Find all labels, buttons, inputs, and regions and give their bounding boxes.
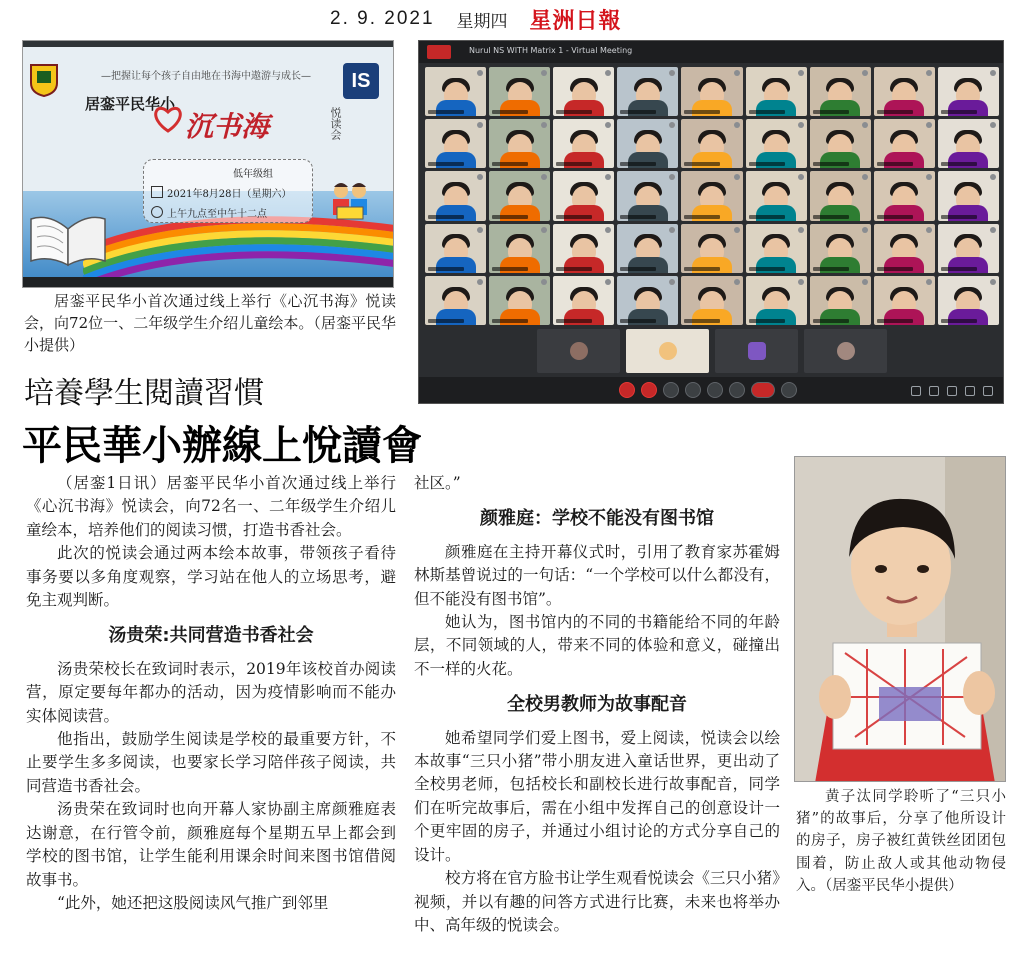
participant-name-label <box>877 162 913 166</box>
mic-status-icon <box>605 70 611 76</box>
mic-status-icon <box>734 70 740 76</box>
mic-status-icon <box>477 279 483 285</box>
mic-status-icon <box>734 122 740 128</box>
mic-status-icon <box>926 122 932 128</box>
mic-status-icon <box>990 279 996 285</box>
participant-name-label <box>813 215 849 219</box>
participant-tile <box>425 119 486 168</box>
participant-tile <box>874 276 935 325</box>
participant-name-label <box>556 110 592 114</box>
participant-name-label <box>749 319 785 323</box>
participant-name-label <box>684 162 720 166</box>
participant-tile <box>938 171 999 220</box>
participant-name-label <box>492 215 528 219</box>
participant-tile <box>489 171 550 220</box>
end-call-icon <box>751 382 775 398</box>
mic-status-icon <box>605 279 611 285</box>
participant-name-label <box>620 319 656 323</box>
participant-name-label <box>749 162 785 166</box>
participant-tile <box>425 67 486 116</box>
article-paragraph: 校方将在官方脸书让学生观看悦读会《三只小猪》视频，并以有趣的问答方式进行比赛，未来也将举办中、高年级的悦读会。 <box>414 869 780 934</box>
mic-status-icon <box>862 174 868 180</box>
meeting-side-controls <box>911 386 993 396</box>
participant-tile <box>938 276 999 325</box>
mic-status-icon <box>862 70 868 76</box>
student-with-drawing-illustration <box>795 457 1006 782</box>
mic-status-icon <box>541 122 547 128</box>
participant-tile <box>489 119 550 168</box>
participant-tile <box>810 67 871 116</box>
mic-status-icon <box>990 174 996 180</box>
participant-tile <box>938 67 999 116</box>
participant-name-label <box>749 110 785 114</box>
article-paragraph: 社区。” <box>414 474 461 492</box>
issue-date: 2. 9. 2021 <box>330 8 435 29</box>
poster-school-name: 居銮平民华小 <box>85 95 176 113</box>
meeting-controls <box>619 382 797 398</box>
participant-tile <box>425 276 486 325</box>
participant-tile <box>681 171 742 220</box>
student-photo <box>794 456 1006 782</box>
participant-tile <box>617 224 678 273</box>
mic-status-icon <box>926 70 932 76</box>
mic-off-icon <box>619 382 635 398</box>
slide-top-bar <box>23 41 393 47</box>
mic-status-icon <box>541 174 547 180</box>
article-headline: 平民華小辦線上悅讀會 <box>22 423 422 469</box>
newspaper-name: 星洲日報 <box>529 7 622 34</box>
open-book-icon <box>29 209 107 267</box>
participant-tile <box>746 224 807 273</box>
video-call-photo <box>418 40 1004 404</box>
poster-time: 上午九点至中午十二点 <box>167 209 267 220</box>
poster-event-title: 沉书海 <box>185 110 270 143</box>
clock-icon <box>151 206 163 218</box>
participant-name-label <box>620 162 656 166</box>
participant-name-label <box>620 110 656 114</box>
mic-status-icon <box>605 174 611 180</box>
participant-tile <box>553 119 614 168</box>
participant-tile <box>746 276 807 325</box>
participant-tile <box>553 276 614 325</box>
participant-name-label <box>428 267 464 271</box>
mic-status-icon <box>862 227 868 233</box>
participant-name-label <box>428 215 464 219</box>
participant-name-label <box>620 267 656 271</box>
participant-tile <box>874 224 935 273</box>
participant-tile <box>489 276 550 325</box>
article-paragraph: 颜雅庭在主持开幕仪式时，引用了教育家苏霍姆林斯基曾说过的一句话：“一个学校可以什么都没有，但不能没有图书馆”。 <box>414 542 780 608</box>
participant-tile <box>746 67 807 116</box>
article-column-1 <box>26 472 396 915</box>
school-crest-icon <box>29 63 59 97</box>
article-paragraph: 他指出，鼓励学生阅读是学校的最重要方针，不止要学生多多阅读，也要家长学习陪伴孩子阅读，共同营造书香社会。 <box>26 730 396 795</box>
participant-tile <box>617 67 678 116</box>
mic-status-icon <box>477 122 483 128</box>
organization-logo: IS <box>343 63 379 99</box>
mic-status-icon <box>541 70 547 76</box>
participant-name-label <box>749 267 785 271</box>
issue-weekday: 星期四 <box>456 11 508 32</box>
participant-tile <box>874 119 935 168</box>
article-paragraph: 她认为，图书馆内的不同的书籍能给不同的年龄层，不同领域的人，带来不同的体验和意义，碰撞出不一样的火花。 <box>414 613 780 678</box>
participant-name-label <box>941 215 977 219</box>
mic-status-icon <box>669 70 675 76</box>
participant-name-label <box>492 267 528 271</box>
student-photo-caption: 黄子汰同学聆听了“三只小猪”的故事后，分享了他所设计的房子，房子被红黄铁丝团团包围着，防止敌人或其他动物侵入。（居銮平民华小提供） <box>796 789 1006 894</box>
article-subheading: 全校男教师为故事配音 <box>507 694 687 716</box>
participant-tile <box>681 67 742 116</box>
participant-tile <box>617 119 678 168</box>
participant-name-label <box>813 267 849 271</box>
mic-status-icon <box>734 279 740 285</box>
participant-name-label <box>492 162 528 166</box>
mic-status-icon <box>798 227 804 233</box>
participant-tile <box>553 171 614 220</box>
calendar-icon <box>151 186 163 198</box>
participant-name-label <box>813 319 849 323</box>
poster-caption: 居銮平民华小首次通过线上举行《心沉书海》悦读会，向72位一、二年级学生介绍儿童绘本。（居銮平民华小提供） <box>24 292 396 354</box>
activities-icon <box>965 386 975 396</box>
poster-photo <box>22 40 394 288</box>
article-paragraph: 她希望同学们爱上图书，爱上阅读，悦读会以绘本故事“三只小猪”带小朋友进入童话世界，更出动了全校男老师，包括校长和副校长进行故事配音，同学们在听完故事后，需在小组中发挥自己的创意设计一个更牢固的房子，并通过小组讨论的方式分享自己的设计。 <box>414 728 780 864</box>
participant-tile <box>425 224 486 273</box>
recording-indicator <box>427 45 451 59</box>
participant-name-label <box>556 215 592 219</box>
participant-tile <box>681 119 742 168</box>
participant-tile <box>810 119 871 168</box>
participant-name-label <box>556 162 592 166</box>
participant-tile <box>938 224 999 273</box>
mic-status-icon <box>669 279 675 285</box>
article-subheading: 颜雅庭：学校不能没有图书馆 <box>480 508 714 530</box>
poster-motto: —把握让每个孩子自由地在书海中遨游与成长— <box>101 71 311 82</box>
participant-tile <box>938 119 999 168</box>
participant-tile <box>715 329 798 373</box>
participant-tile <box>810 276 871 325</box>
participant-tile <box>874 171 935 220</box>
poster-date: 2021年8月28日（星期六） <box>167 189 292 200</box>
participant-tile <box>537 329 620 373</box>
mic-status-icon <box>669 227 675 233</box>
poster-level: 低年级组 <box>233 169 273 180</box>
mic-status-icon <box>541 227 547 233</box>
reactions-icon <box>781 382 797 398</box>
masthead <box>330 4 730 34</box>
mic-status-icon <box>862 122 868 128</box>
info-icon <box>911 386 921 396</box>
reading-children-illustration <box>325 181 375 227</box>
mic-status-icon <box>734 174 740 180</box>
participant-strip <box>537 329 887 373</box>
camera-off-icon <box>641 382 657 398</box>
participant-name-label <box>941 319 977 323</box>
participant-name-label <box>428 110 464 114</box>
participant-tile <box>681 224 742 273</box>
participant-name-label <box>813 110 849 114</box>
article-subheading: 汤贵荣:共同营造书香社会 <box>108 625 314 647</box>
mic-status-icon <box>990 227 996 233</box>
more-options-icon <box>729 382 745 398</box>
participant-name-label <box>941 162 977 166</box>
video-call-title: Nurul NS WITH Matrix 1 - Virtual Meeting <box>469 46 633 55</box>
article-paragraph: （居銮1日讯）居銮平民华小首次通过线上举行《心沉书海》悦读会，向72名一、二年级学生介绍儿童绘本，培养他们的阅读习惯，打造书香社会。 <box>26 474 396 539</box>
participant-tile <box>489 67 550 116</box>
captions-icon <box>663 382 679 398</box>
mic-status-icon <box>798 174 804 180</box>
mic-status-icon <box>798 279 804 285</box>
participant-tile <box>804 329 887 373</box>
mic-status-icon <box>477 70 483 76</box>
mic-status-icon <box>926 174 932 180</box>
participant-name-label <box>941 267 977 271</box>
article-paragraph: 此次的悦读会通过两本绘本故事，带领孩子看待事务要以多角度观察，学习站在他人的立场思考，避免主观判断。 <box>26 544 396 610</box>
taskbar <box>23 277 393 287</box>
article-paragraph: 汤贵荣校长在致词时表示，2019年该校首办阅读营，原定要每年都办的活动，因为疫情影响而不能办实体阅读营。 <box>26 659 396 725</box>
participant-name-label <box>620 215 656 219</box>
chat-icon <box>947 386 957 396</box>
mic-status-icon <box>990 122 996 128</box>
present-icon <box>707 382 723 398</box>
participant-tile <box>681 276 742 325</box>
participant-tile <box>553 224 614 273</box>
participant-name-label <box>684 319 720 323</box>
participant-tile <box>810 224 871 273</box>
mic-status-icon <box>798 122 804 128</box>
participant-name-label <box>877 110 913 114</box>
participant-name-label <box>877 267 913 271</box>
participant-name-label <box>941 110 977 114</box>
participant-tile <box>617 276 678 325</box>
participant-tile <box>553 67 614 116</box>
mic-status-icon <box>669 122 675 128</box>
participant-name-label <box>492 319 528 323</box>
participant-name-label <box>684 110 720 114</box>
mic-status-icon <box>926 279 932 285</box>
participant-name-label <box>684 215 720 219</box>
mic-status-icon <box>734 227 740 233</box>
participant-name-label <box>556 267 592 271</box>
participant-tile <box>746 171 807 220</box>
mic-status-icon <box>862 279 868 285</box>
article-kicker: 培養學生閱讀習慣 <box>24 376 264 411</box>
mic-status-icon <box>605 227 611 233</box>
participant-name-label <box>492 110 528 114</box>
participant-name-label <box>813 162 849 166</box>
participant-grid <box>425 67 999 325</box>
article-paragraph: 汤贵荣在致词时也向开幕人家协副主席颜雅庭表达谢意，在行管令前，颜雅庭每个星期五早上都会到学校的图书馆，让学生能利用课余时间来图书馆借阅故事书。 <box>26 800 396 889</box>
participant-name-label <box>684 267 720 271</box>
participant-tile <box>626 329 709 373</box>
mic-status-icon <box>990 70 996 76</box>
participant-tile <box>810 171 871 220</box>
participant-tile <box>617 171 678 220</box>
people-icon <box>929 386 939 396</box>
article-paragraph: “此外，她还把这股阅读风气推广到邻里 <box>57 893 329 912</box>
mic-status-icon <box>926 227 932 233</box>
participant-tile <box>425 171 486 220</box>
participant-name-label <box>428 319 464 323</box>
mic-status-icon <box>669 174 675 180</box>
participant-name-label <box>749 215 785 219</box>
mic-status-icon <box>798 70 804 76</box>
mic-status-icon <box>477 174 483 180</box>
participant-name-label <box>556 319 592 323</box>
participant-name-label <box>877 319 913 323</box>
lock-icon <box>983 386 993 396</box>
raise-hand-icon <box>685 382 701 398</box>
participant-name-label <box>877 215 913 219</box>
mic-status-icon <box>541 279 547 285</box>
mic-status-icon <box>605 122 611 128</box>
mic-status-icon <box>477 227 483 233</box>
article-column-2 <box>414 472 780 937</box>
poster-event-suffix: 悦读会 <box>329 107 342 140</box>
heart-icon <box>153 105 183 133</box>
participant-name-label <box>428 162 464 166</box>
participant-tile <box>489 224 550 273</box>
participant-tile <box>746 119 807 168</box>
participant-tile <box>874 67 935 116</box>
